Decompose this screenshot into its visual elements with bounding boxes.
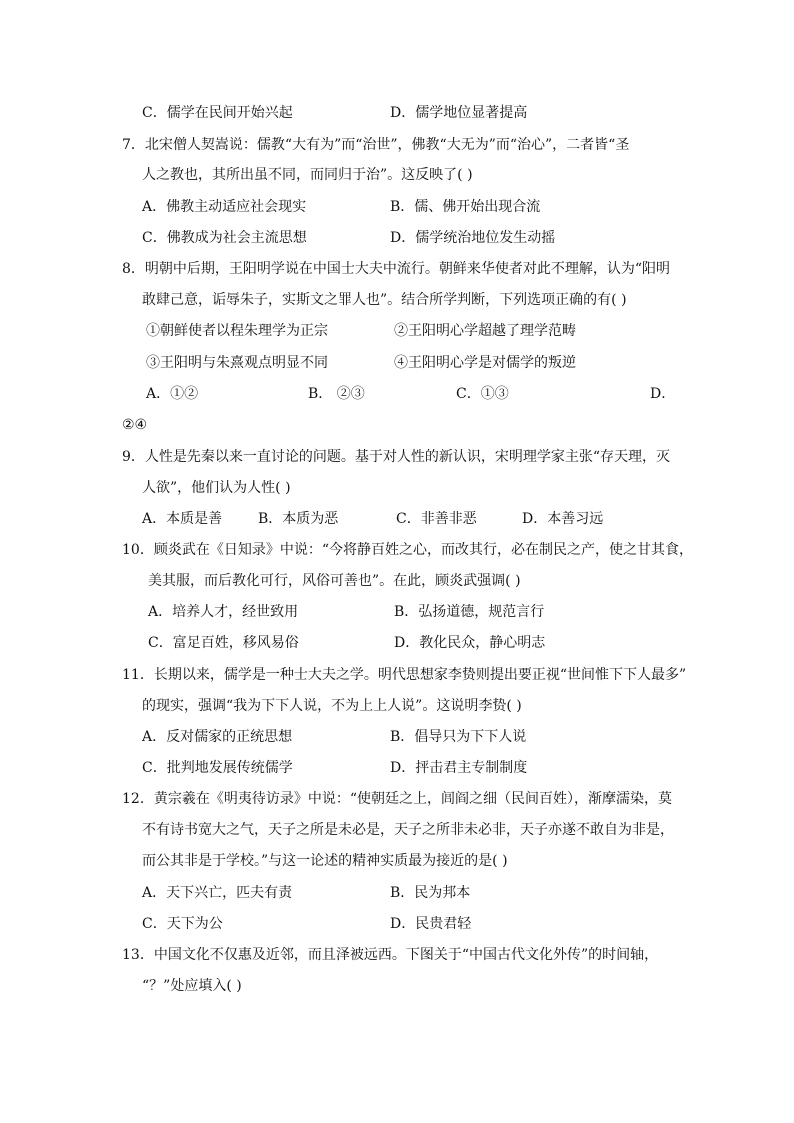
q10-option-a: A．培养人才，经世致用 — [148, 604, 299, 620]
q7-option-d: D．儒学统治地位发生动摇 — [390, 230, 556, 246]
q9-option-a: A．本质是善 — [142, 511, 223, 527]
q11-option-c: C．批判地发展传统儒学 — [142, 760, 293, 776]
q8-option-c: C．①③ — [456, 386, 509, 402]
q8-item-4: ④王阳明心学是对儒学的叛逆 — [394, 355, 576, 371]
q12-option-a: A．天下兴亡，匹夫有责 — [142, 885, 293, 901]
q10-option-d: D．教化民众，静心明志 — [394, 635, 546, 651]
q10-option-c: C．富足百姓，移风易俗 — [148, 635, 299, 651]
q8-item-1: ①朝鲜使者以程朱理学为正宗 — [146, 323, 328, 339]
q6-option-d: D．儒学地位显著提高 — [390, 105, 528, 121]
q10-option-b: B．弘扬道德，规范言行 — [394, 604, 545, 620]
q8-stem-line1: 8．明朝中后期，王阳明学说在中国士大夫中流行。朝鲜来华使者对此不理解，认为“阳明 — [122, 261, 671, 277]
q8-option-d-label: D． — [650, 386, 676, 402]
q12-stem-line1: 12．黄宗羲在《明夷待访录》中说：“使朝廷之上，闾阎之细（民间百姓），渐摩濡染，莫 — [122, 791, 672, 807]
q7-option-a: A．佛教主动适应社会现实 — [142, 199, 307, 215]
q7-option-b: B．儒、佛开始出现合流 — [390, 199, 541, 215]
q12-stem-line2: 不有诗书宽大之气，天子之所是未必是，天子之所非未必非，天子亦遂不敢自为非是， — [142, 822, 674, 838]
q8-item-2: ②王阳明心学超越了理学范畴 — [394, 323, 576, 339]
q7-stem-line2: 人之教也，其所出虽不同，而同归于治”。这反映了( ) — [142, 167, 473, 183]
q7-stem-line1: 7．北宋僧人契嵩说：儒教“大有为”而“治世”，佛教“大无为”而“治心”，二者皆“圣 — [122, 137, 630, 153]
q9-stem-line1: 9．人性是先秦以来一直讨论的问题。基于对人性的新认识，宋明理学家主张“存天理，灭 — [122, 449, 671, 465]
q8-option-d-value: ②④ — [122, 417, 148, 433]
q9-option-c: C．非善非恶 — [396, 511, 477, 527]
q11-option-b: B．倡导只为下下人说 — [390, 729, 527, 745]
q13-stem-line2: “？”处应填入( ) — [142, 978, 242, 994]
q11-option-a: A．反对儒家的正统思想 — [142, 729, 293, 745]
q11-stem-line2: 的现实，强调“我为下下人说，不为上上人说”。这说明李贽( ) — [142, 698, 522, 714]
q12-option-d: D．民贵君轻 — [390, 916, 472, 932]
q8-item-3: ③王阳明与朱熹观点明显不同 — [146, 355, 328, 371]
q6-option-c: C．儒学在民间开始兴起 — [142, 105, 293, 121]
q12-option-b: B．民为邦本 — [390, 885, 471, 901]
q8-option-a: A．①② — [146, 386, 199, 402]
q9-option-b: B．本质为恶 — [258, 511, 339, 527]
q9-option-d: D．本善习远 — [522, 511, 604, 527]
q8-option-b: B． ②③ — [308, 386, 365, 402]
q12-option-c: C．天下为公 — [142, 916, 223, 932]
q9-stem-line2: 人欲”，他们认为人性( ) — [142, 480, 291, 496]
q11-option-d: D．抨击君主专制制度 — [390, 760, 528, 776]
q7-option-c: C．佛教成为社会主流思想 — [142, 230, 307, 246]
q10-stem-line2: 美其服，而后教化可行，风俗可善也”。在此，顾炎武强调( ) — [148, 573, 521, 589]
q11-stem-line1: 11．长期以来，儒学是一种士大夫之学。明代思想家李贽则提出要正视“世间惟下下人最多” — [122, 667, 687, 683]
q13-stem-line1: 13．中国文化不仅惠及近邻，而且泽被远西。下图关于“中国古代文化外传”的时间轴， — [122, 947, 659, 963]
q10-stem-line1: 10．顾炎武在《日知录》中说：“今将静百姓之心，而改其行，必在制民之产，使之甘其食， — [122, 542, 693, 558]
q8-stem-line2: 敢肆己意，诟辱朱子，实斯文之罪人也”。结合所学判断，下列选项正确的有( ) — [142, 292, 627, 308]
q12-stem-line3: 而公其非是于学校。”与这一论述的精神实质最为接近的是( ) — [142, 853, 508, 869]
